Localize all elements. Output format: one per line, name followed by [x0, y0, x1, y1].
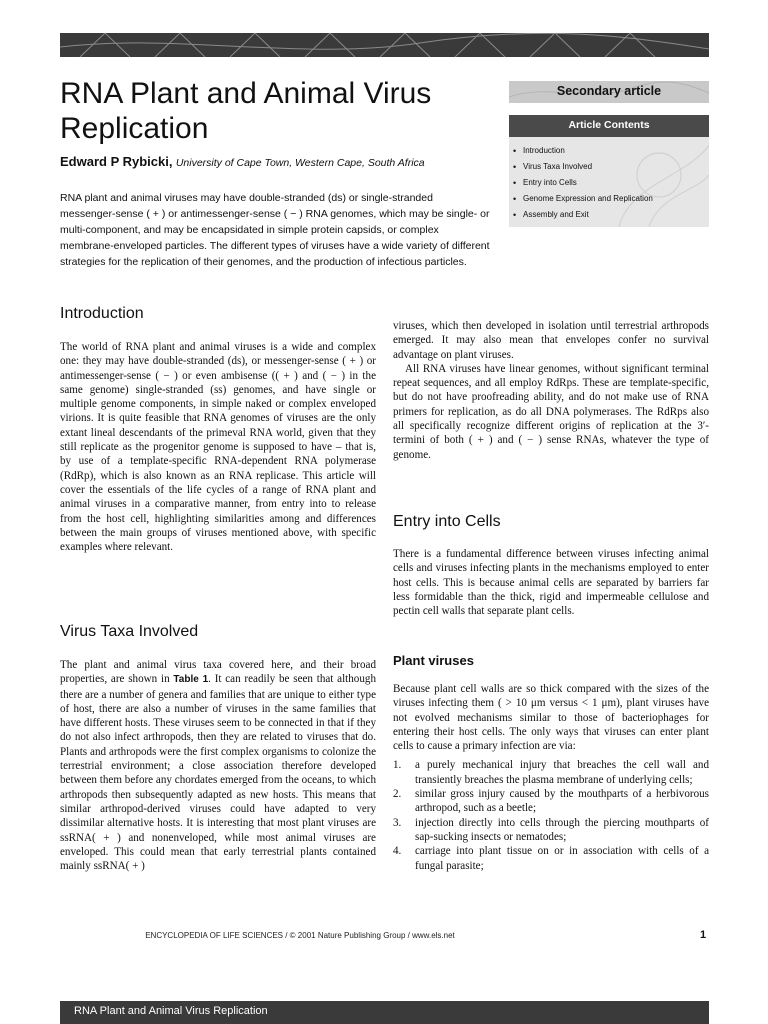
heading-introduction: Introduction: [60, 305, 144, 322]
introduction-body: [60, 340, 376, 554]
page-footer: ENCYCLOPEDIA OF LIFE SCIENCES / © 2001 Nature Publishing Group / www.els.net: [145, 931, 455, 940]
page-number: 1: [700, 929, 707, 941]
plant-viruses-paragraph: Because plant cell walls are so thick compared with the sizes of the viruses infecting them ( > 10 μm versus < 1 μm), plant viruses have not evolved mechanisms similar to those of bacteriophages for entering their host cells. The only ways that viruses can enter plant cells to cause a primary infection are via:: [393, 683, 709, 753]
list-number: 4.: [393, 845, 402, 858]
list-text: injection directly into cells through the piercing mouthparts of sap-sucking insects or nematodes;: [415, 816, 709, 843]
list-item: [393, 844, 709, 873]
virus-taxa-paragraph: [60, 658, 376, 873]
author-line: [60, 154, 500, 169]
introduction-paragraph: The world of RNA plant and animal viruses is a wide and complex one: they may have double-stranded (ds), or messenger-sense ( + ) or antimessenger-sense ( − ) or even ambisense (( + ) and ( − ) in the same genome) single-stranded (ss) genomes, and have single or multiple genome components, in simple naked or complex enveloped virions. It is quite feasible that RNA genomes of viruses are the only extant lineal descendants of the primeval RNA world, given that they still replicate as the progenitor genome is supposed to have – that is, by use of a template-specific RNA-dependent RNA polymerase (RdRp), which is also known as an RNA replicase. This article will cover the essentials of the life cycles of a range of RNA plant and animal viruses in a comparative manner, from entry into to release from the host cell, highlighting similarities among and differences between the main groups of viruses mentioned above, with specific examples where relevant.: [60, 341, 376, 554]
contents-item-virus-taxa[interactable]: • Virus Taxa Involved: [511, 159, 709, 175]
entry-routes-list: [393, 758, 709, 872]
list-item: [393, 758, 709, 787]
list-item: [393, 816, 709, 845]
heading-virus-taxa: Virus Taxa Involved: [60, 623, 199, 640]
entry-body: [393, 547, 709, 618]
running-head-text: RNA Plant and Animal Virus Replication: [74, 1005, 268, 1017]
list-number: 3.: [393, 816, 402, 829]
list-number: 1.: [393, 759, 402, 772]
header-banner: [60, 33, 709, 57]
virus-taxa-text-a: The plant and animal virus taxa covered here, and their broad properties, are shown in: [60, 659, 376, 686]
secondary-article-label: Secondary article: [556, 84, 662, 98]
abstract: RNA plant and animal viruses may have double-stranded (ds) or single-stranded messenger-sense ( + ) or antimessenger-sense ( − ) RNA genomes, which may be single- or multi-component, and may be encapsidated in simple protein capsids, or complex membrane-enveloped particles. The different types of viruses have a wide variety of different strategies for the replication of their genomes, and the production of infectious particles.: [60, 192, 490, 268]
heading-plant-viruses: Plant viruses: [393, 653, 474, 668]
virus-taxa-text-b: . It can readily be seen that although there are a number of genera and families that are unique to either type of host, there are also a number of viruses in the same families that have different hosts. These viruses seem to be connected in that if they do not also infect arthropods, then they are related to viruses that do. Plants and arthropods were the first complex organisms to colonize the terrestrial environment; a close association therefore developed between them before any chordates emerged from the oceans, to which arthropods then subsequently adapted as new hosts. This means that similar arthropod-derived viruses could have adapted to very dissimilar alternative hosts. It is interesting that most plant viruses are ssRNA( + ) and nonenveloped, while most animal viruses are enveloped. This could mean that early terrestrial plants contained mainly ssRNA( + ): [60, 673, 376, 873]
list-number: 2.: [393, 788, 402, 801]
contents-item-assembly[interactable]: • Assembly and Exit: [511, 207, 709, 223]
rdrp-paragraph: All RNA viruses have linear genomes, without significant terminal repeat sequences, and all employ RdRps. These are template-specific, but do not have proofreading ability, and do not make use of RNA primers for replication, as do all DNA polymerases. The RdRps also all specifically recognize different origins of replication at the 3′-termini of both ( + ) and ( − ) sense RNAs, whatever the type of genome.: [393, 362, 709, 461]
author-name: Edward P Rybicki,: [60, 154, 173, 169]
contents-item-introduction[interactable]: • Introduction: [511, 143, 709, 159]
contents-header: [509, 115, 709, 137]
list-text: similar gross injury caused by the mouthparts of a herbivorous arthropod, such as a beetle;: [415, 788, 709, 815]
list-item: [393, 787, 709, 816]
article-contents: [509, 115, 709, 227]
table-1-link[interactable]: Table 1: [173, 674, 209, 686]
col2-continuation: [393, 319, 709, 462]
list-text: a purely mechanical injury that breaches the cell wall and transiently breaches the plasma membrane of underlying cells;: [415, 759, 709, 786]
contents-item-entry[interactable]: • Entry into Cells: [511, 175, 709, 191]
entry-paragraph: There is a fundamental difference between viruses infecting animal cells and viruses infecting plants in the mechanisms employed to enter host cells. This is because animal cells are separated by barriers far less formidable than the thick, rigid and impermeable cellulose and pectin cell walls that separate plant cells.: [393, 548, 709, 618]
author-affiliation: University of Cape Town, Western Cape, South Africa: [175, 157, 425, 169]
next-page-running-head: [60, 1001, 709, 1024]
secondary-article-badge: [509, 81, 709, 103]
contents-list: [509, 137, 709, 223]
heading-entry: Entry into Cells: [393, 513, 501, 530]
contents-item-genome-expression[interactable]: • Genome Expression and Replication: [511, 191, 709, 207]
contents-title: Article Contents: [568, 119, 650, 131]
virus-taxa-body: [60, 658, 376, 873]
continuation-paragraph: viruses, which then developed in isolation until terrestrial arthropods emerged. It may also mean that envelopes confer no survival advantage on plant viruses.: [393, 320, 709, 361]
list-text: carriage into plant tissue on or in association with cells of a fungal parasite;: [415, 845, 709, 872]
plant-viruses-body: [393, 682, 709, 873]
article-title: RNA Plant and Animal Virus Replication: [60, 77, 432, 145]
banner-pattern: [60, 33, 709, 57]
